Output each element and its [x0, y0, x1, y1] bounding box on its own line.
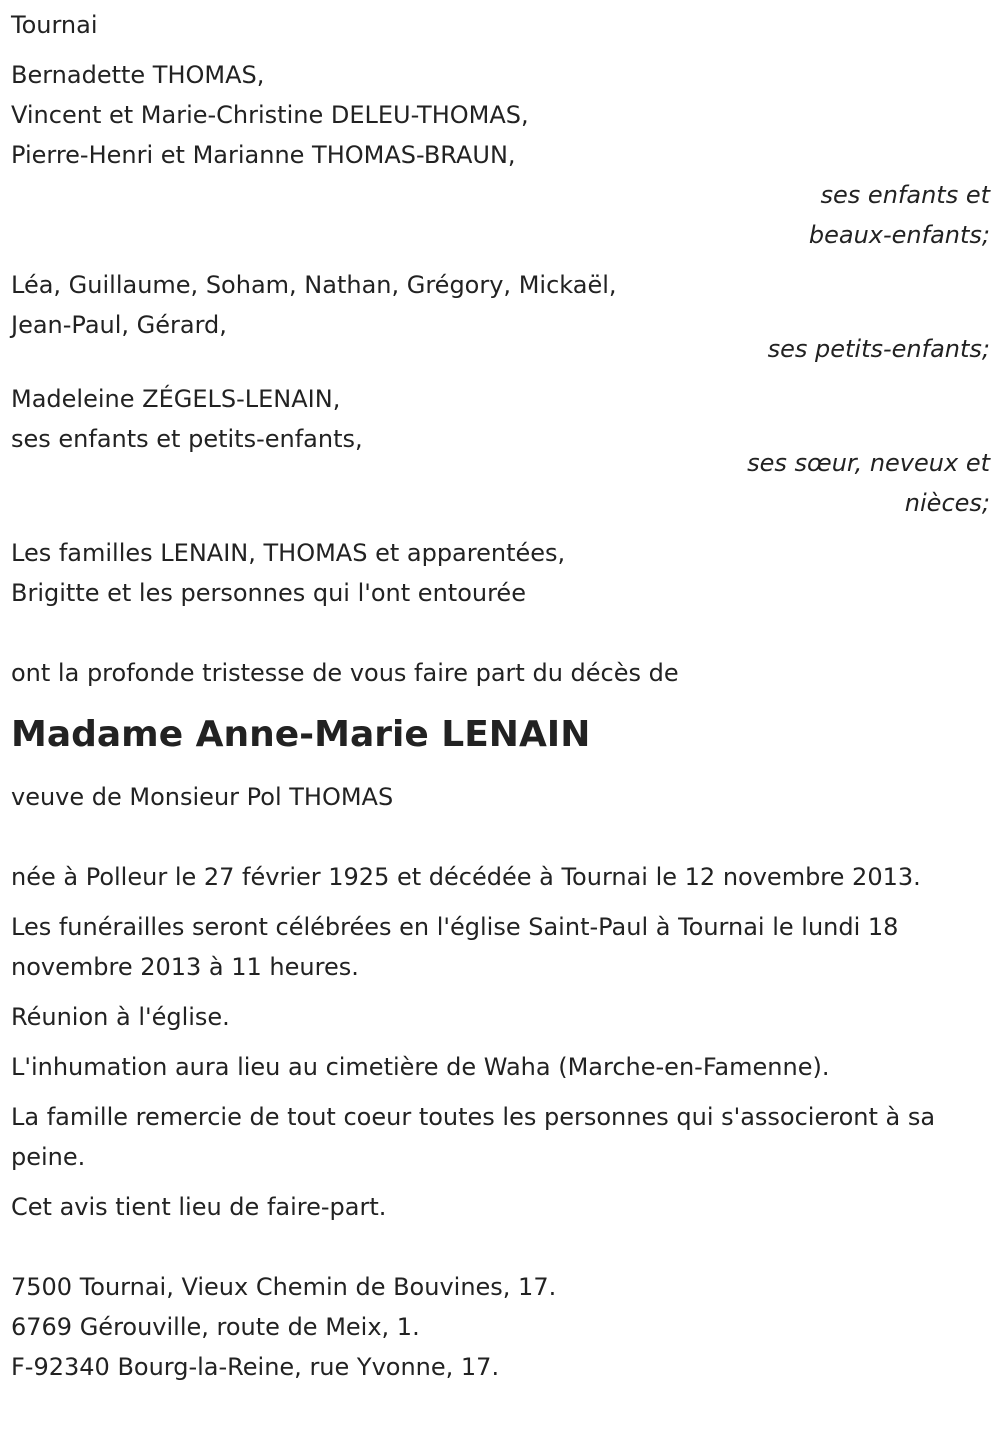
- widow-of-text: veuve de Monsieur Pol THOMAS: [11, 783, 394, 811]
- family-name-line: ses enfants et petits-enfants,: [11, 425, 363, 453]
- relation-label: beaux-enfants;: [808, 221, 990, 249]
- sister-group: [11, 379, 990, 523]
- thanks-text: La famille remercie de tout coeur toutes les personnes qui s'associeront à sa peine.: [11, 1103, 936, 1171]
- spacer: [11, 817, 990, 857]
- family-name-line: Bernadette THOMAS,: [11, 61, 265, 89]
- spacer: [11, 45, 990, 55]
- address-line: 7500 Tournai, Vieux Chemin de Bouvines, 17.: [11, 1273, 557, 1301]
- spacer: [11, 613, 990, 653]
- grandchildren-group: [11, 265, 990, 369]
- family-name-line: Pierre-Henri et Marianne THOMAS-BRAUN,: [11, 141, 516, 169]
- relation-label: ses enfants et: [820, 181, 990, 209]
- birth-death-text: née à Polleur le 27 février 1925 et décédée à Tournai le 12 novembre 2013.: [11, 863, 921, 891]
- obituary-notice: [0, 5, 1000, 1440]
- spacer: [11, 255, 990, 265]
- relation-label: nièces;: [904, 489, 990, 517]
- deceased-name: Madame Anne-Marie LENAIN: [11, 714, 591, 755]
- spacer: [11, 757, 990, 777]
- address-line: 6769 Gérouville, route de Meix, 1.: [11, 1313, 420, 1341]
- children-group: [11, 55, 990, 255]
- family-name-line: Madeleine ZÉGELS-LENAIN,: [11, 385, 341, 413]
- family-name-line: Les familles LENAIN, THOMAS et apparentées,: [11, 539, 566, 567]
- family-name-line: Léa, Guillaume, Soham, Nathan, Grégory, Mickaël,: [11, 271, 617, 299]
- announcement-text: ont la profonde tristesse de vous faire part du décès de: [11, 659, 679, 687]
- spacer: [11, 1087, 990, 1097]
- notice-text: Cet avis tient lieu de faire-part.: [11, 1193, 387, 1221]
- city-heading: Tournai: [11, 11, 98, 39]
- family-name-line: Brigitte et les personnes qui l'ont entourée: [11, 579, 526, 607]
- address-line: F-92340 Bourg-la-Reine, rue Yvonne, 17.: [11, 1353, 500, 1381]
- funeral-text: Les funérailles seront célébrées en l'église Saint-Paul à Tournai le lundi 18 novembre 2013 à 11 heures.: [11, 913, 899, 981]
- spacer: [11, 369, 990, 379]
- spacer: [11, 1037, 990, 1047]
- family-name-line: Jean-Paul, Gérard,: [11, 311, 227, 339]
- meeting-text: Réunion à l'église.: [11, 1003, 230, 1031]
- family-name-line: Vincent et Marie-Christine DELEU-THOMAS,: [11, 101, 529, 129]
- spacer: [11, 1177, 990, 1187]
- burial-text: L'inhumation aura lieu au cimetière de Waha (Marche-en-Famenne).: [11, 1053, 830, 1081]
- addresses-group: [11, 1267, 990, 1387]
- relation-label: ses sœur, neveux et: [747, 449, 990, 477]
- spacer: [11, 987, 990, 997]
- spacer: [11, 1227, 990, 1267]
- families-group: [11, 533, 990, 613]
- spacer: [11, 523, 990, 533]
- spacer: [11, 897, 990, 907]
- relation-label: ses petits-enfants;: [767, 335, 990, 363]
